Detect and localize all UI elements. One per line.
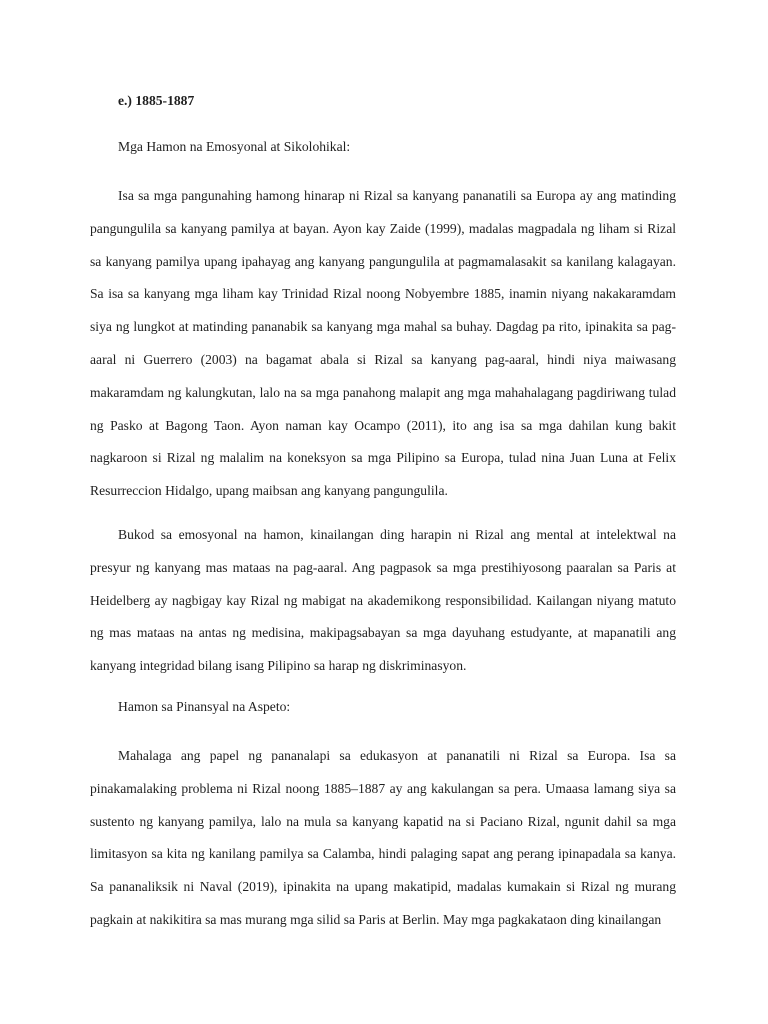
paragraph-academic-pressure: Bukod sa emosyonal na hamon, kinailangan ding harapin ni Rizal ang mental at intelektwal na presyur ng kanyang mas mataas na pag-aaral. Ang pagpasok sa mga prestihiyosong paaralan sa Paris at Heidelberg ay nagbigay kay Rizal ng mabigat na akademikong responsibilidad. Kailangan niyang matuto ng mas mataas na antas ng medisina, makipagsabayan sa mga dayuhang estudyante, at mapanatili ang kanyang integridad bilang isang Pilipino sa harap ng diskriminasyon. [90, 526, 676, 674]
paragraph-homesickness: Isa sa mga pangunahing hamong hinarap ni Rizal sa kanyang pananatili sa Europa ay ang matinding pangungulila sa kanyang pamilya at bayan. Ayon kay Zaide (1999), madalas magpadala ng liham si Rizal sa kanyang pamilya upang ipahayag ang kanyang pangungulila at pagmamalasakit sa kanilang kalagayan. Sa isa sa kanyang mga liham kay Trinidad Rizal noong Nobyembre 1885, inamin niyang nakakaramdam siya ng lungkot at matinding pananabik sa kanyang mga mahal sa buhay. Dagdag pa rito, ipinakita sa pag-aaral ni Guerrero (2003) na bagamat abala si Rizal sa kanyang pag-aaral, hindi niya maiwasang makaramdam ng kalungkutan, lalo na sa mga panahong malapit ang mga mahahalagang pagdiriwang tulad ng Pasko at Bagong Taon. Ayon naman kay Ocampo (2011), ito ang isa sa mga dahilan kung bakit nagkaroon si Rizal ng malalim na koneksyon sa mga Pilipino sa Europa, tulad nina Juan Luna at Felix Resurreccion Hidalgo, upang maibsan ang kanyang pangungulila. [90, 188, 676, 499]
subheading-financial-challenges: Hamon sa Pinansyal na Aspeto: [118, 698, 291, 714]
subheading-emotional-challenges: Mga Hamon na Emosyonal at Sikolohikal: [118, 139, 351, 154]
document-page [90, 88, 676, 948]
paragraph-financial-problems: Mahalaga ang papel ng pananalapi sa edukasyon at pananatili ni Rizal sa Europa. Isa sa pinakamalaking problema ni Rizal noong 1885–1887 ay ang kakulangan sa pera. Umaasa lamang siya sa sustento ng kanyang pamilya, lalo na mula sa kanyang kapatid na si Paciano Rizal, ngunit dahil sa mga limitasyon sa kita ng kanilang pamilya sa Calamba, hindi palaging sapat ang perang ipinapadala sa kanya. Sa pananaliksik ni Naval (2019), ipinakita na upang makatipid, madalas kumakain si Rizal ng murang pagkain at nakikitira sa mas murang mga silid sa Paris at Berlin. May mga pagkakataon ding kinailangan [90, 747, 676, 927]
section-title: e.) 1885-1887 [118, 93, 195, 108]
